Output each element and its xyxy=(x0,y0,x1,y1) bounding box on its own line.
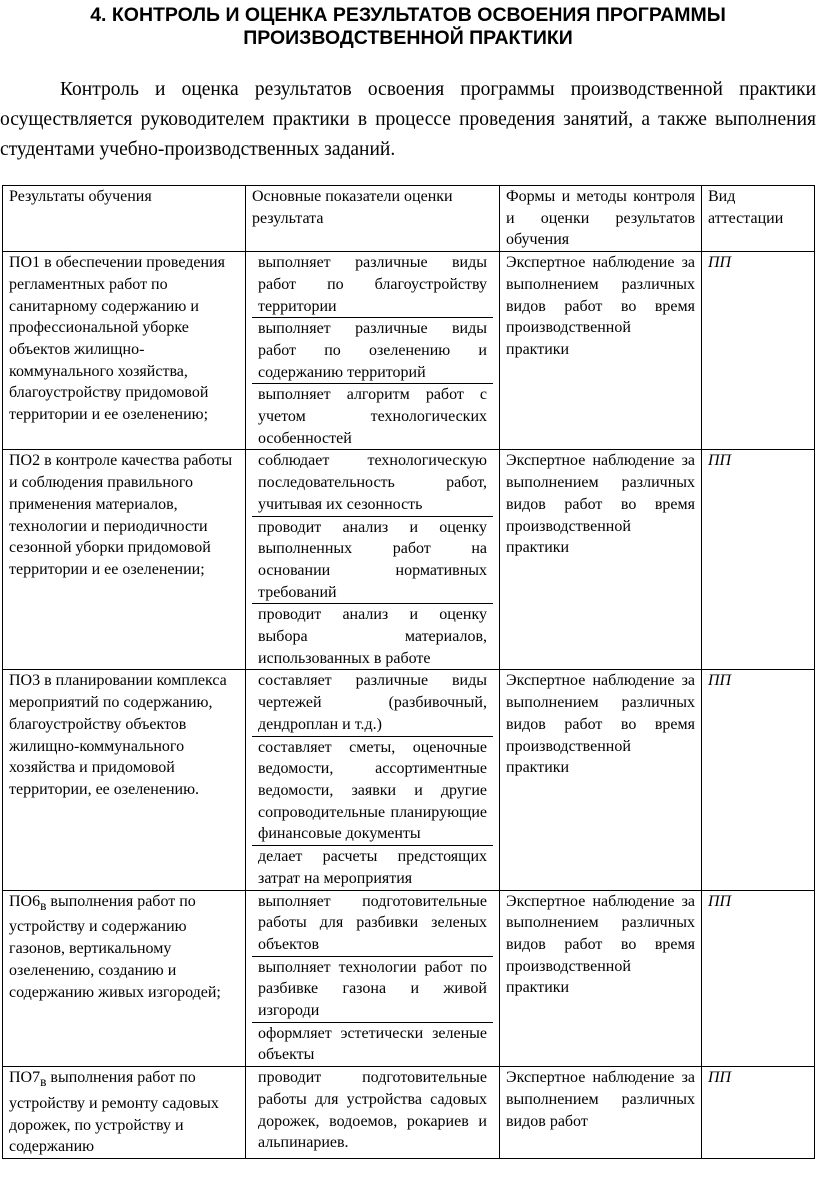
table-row xyxy=(3,890,815,1067)
attestation-cell: ПП xyxy=(702,1067,815,1159)
header-results: Результаты обучения xyxy=(3,186,246,252)
table-row xyxy=(3,1067,815,1159)
indicator-item: составляет сметы, оценочные ведомости, ассортиментные ведомости, заявки и другие сопроводительные планирующие финансовые документы xyxy=(252,737,493,847)
indicator-item: выполняет технологии работ по разбивке газона и живой изгороди xyxy=(252,957,493,1023)
title-line-1: 4. КОНТРОЛЬ И ОЦЕНКА РЕЗУЛЬТАТОВ ОСВОЕНИЯ ПРОГРАММЫ xyxy=(90,4,726,26)
result-cell xyxy=(3,890,246,1067)
results-table xyxy=(2,185,815,1159)
form-cell: Экспертное наблюдение за выполнением различных видов работ во время производственной практики xyxy=(500,252,702,450)
indicator-item: соблюдает технологическую последовательность работ, учитывая их сезонность xyxy=(252,450,493,516)
indicator-item: выполняет подготовительные работы для разбивки зеленых объектов xyxy=(252,891,493,957)
indicators-cell xyxy=(246,670,500,890)
attestation-cell: ПП xyxy=(702,450,815,670)
result-code-sub: в xyxy=(40,1074,47,1090)
indicators-cell xyxy=(246,1067,500,1159)
table-row xyxy=(3,450,815,670)
indicators-cell xyxy=(246,450,500,670)
indicators-cell xyxy=(246,252,500,450)
header-attestation: Вид аттестации xyxy=(702,186,815,252)
result-code: ПО6 xyxy=(9,892,41,910)
result-cell: ПО2 в контроле качества работы и соблюдения правильного применения материалов, технологии и периодичности сезонной уборки придомовой территории и ее озеленении; xyxy=(3,450,246,670)
table-row xyxy=(3,252,815,450)
header-indicators: Основные показатели оценки результата xyxy=(246,186,500,252)
indicator-item: проводит подготовительные работы для устройства садовых дорожек, водоемов, рокариев и альпинариев. xyxy=(258,1069,487,1152)
result-cell xyxy=(3,1067,246,1159)
form-cell: Экспертное наблюдение за выполнением различных видов работ xyxy=(500,1067,702,1159)
form-cell: Экспертное наблюдение за выполнением различных видов работ во время производственной практики xyxy=(500,450,702,670)
title-line-2: ПРОИЗВОДСТВЕННОЙ ПРАКТИКИ xyxy=(243,27,573,49)
indicator-item: проводит анализ и оценку выполненных работ на основании нормативных требований xyxy=(252,517,493,605)
result-cell: ПО1 в обеспечении проведения регламентных работ по санитарному содержанию и профессиональной уборке объектов жилищно-коммунального хозяйства, благоустройству придомовой территории и ее озеленению; xyxy=(3,252,246,450)
intro-paragraph: Контроль и оценка результатов освоения программы производственной практики осуществляется руководителем практики в процессе проведения занятий, а также выполнения студентами учебно-производственных заданий. xyxy=(0,79,816,160)
result-cell: ПО3 в планировании комплекса мероприятий по содержанию, благоустройству объектов жилищно-коммунального хозяйства и придомовой территории, ее озеленению. xyxy=(3,670,246,890)
header-forms: Формы и методы контроля и оценки результатов обучения xyxy=(500,186,702,252)
section-title xyxy=(0,4,816,50)
table-header-row xyxy=(3,186,815,252)
form-cell: Экспертное наблюдение за выполнением различных видов работ во время производственной практики xyxy=(500,670,702,890)
indicators-cell xyxy=(246,890,500,1067)
attestation-cell: ПП xyxy=(702,890,815,1067)
indicator-item: составляет различные виды чертежей (разбивочный, дендроплан и т.д.) xyxy=(252,670,493,736)
result-code-sub: в xyxy=(40,897,47,913)
indicator-item: оформляет эстетически зеленые объекты xyxy=(258,1024,487,1064)
attestation-cell: ПП xyxy=(702,252,815,450)
indicator-item: проводит анализ и оценку выбора материалов, использованных в работе xyxy=(258,606,487,667)
form-cell: Экспертное наблюдение за выполнением различных видов работ во время производственной практики xyxy=(500,890,702,1067)
result-text: выполнения работ по устройству и содержанию газонов, вертикальному озеленению, созданию и содержанию живых изгородей; xyxy=(9,892,221,1001)
table-row xyxy=(3,670,815,890)
indicator-item: выполняет различные виды работ по благоустройству территории xyxy=(252,252,493,318)
attestation-cell: ПП xyxy=(702,670,815,890)
indicator-item: делает расчеты предстоящих затрат на мероприятия xyxy=(258,848,487,887)
indicator-item: выполняет алгоритм работ с учетом технологических особенностей xyxy=(258,386,487,447)
result-text: выполнения работ по устройству и ремонту садовых дорожек, по устройству и содержанию xyxy=(9,1069,219,1156)
indicator-item: выполняет различные виды работ по озеленению и содержанию территорий xyxy=(252,318,493,384)
result-code: ПО7 xyxy=(9,1069,41,1087)
